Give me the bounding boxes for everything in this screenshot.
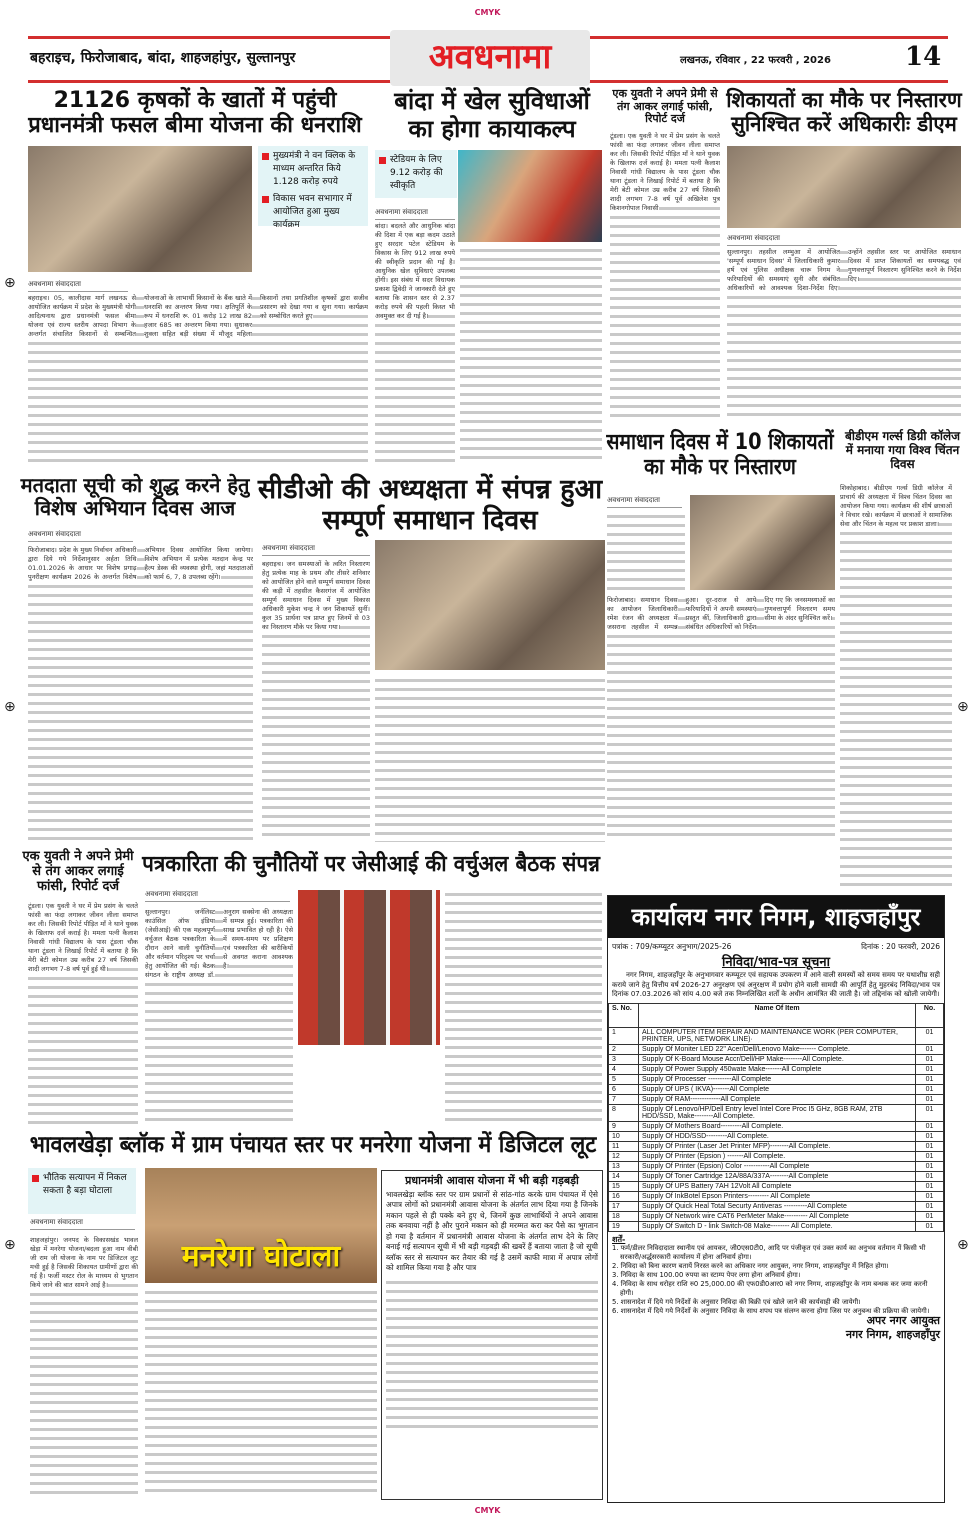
cell-sno: 12: [609, 1151, 639, 1161]
cell-item-name: Supply Of Processer ----------All Complete: [639, 1074, 916, 1084]
cell-sno: 17: [609, 1201, 639, 1211]
cell-quantity: 01: [916, 1094, 944, 1104]
cell-item-name: Supply Of Toner Cartridge 12A/88A/337A--------All Complete: [639, 1171, 916, 1181]
article-body: सुल्तानपुर। जर्नलिस्ट काउंसिल ऑफ इंडिया (जेसीआई) की एक महत्वपूर्ण वर्चुअल बैठक पत्रकारिता के दौरान आने वाली चुनौतियों और वर्तमान परिदृश्य पर चर्चा हेतु आयोजित की गई। बैठक संगठन के राष्ट्रीय अध्यक्ष डॉ. अनुराग सक्सेना की अध्यक्षता में सम्पन्न हुई। पत्रकारिता की साख प्रभावित हो रही है। ऐसे में समय-समय पर प्रशिक्षण एवं पत्रकारिता की बारीकियों से अवगत कराना आवश्यक है।: [145, 908, 293, 1123]
crosshair-icon: ⊕: [4, 275, 16, 291]
highlight-item: स्टेडियम के लिए 9.12 करोड़ की स्वीकृति: [379, 154, 453, 193]
notice-office-title: कार्यालय नगर निगम, शाहजहाँपुर: [608, 896, 944, 938]
issue-date: लखनऊ, रविवार , 22 फरवरी , 2026: [680, 55, 831, 66]
term-item: 6. शासनादेश में दिये गये निर्देशों के अनुसार निविदा के साथ शपथ पत्र संलग्न करना होगा जिस पर अनुबन्ध की प्रक्रिया की जायेगी।: [612, 1306, 930, 1315]
edition-cities: बहराइच, फिरोजाबाद, बांदा, शाहजहांपुर, सुल्तानपुर: [30, 50, 296, 66]
cell-quantity: 01: [916, 1044, 944, 1054]
article-body: बहराइच। 05, कालीदास मार्ग लखनऊ से आयोजित कार्यक्रम में प्रदेश के मुख्यमंत्री योगी आदित्यनाथ द्वारा प्रधानमंत्री फसल बीमा योजना एवं राज्य स्तरीय आपदा विभाग के अन्तर्गत संचालित किसानों से सम्बन्धित योजनाओं के लाभार्थी किसानों के बैंक खाते में धनराशि का अन्तरण किया गया। क्षतिपूर्ति के रूप में धनराशि रू. 01 करोड़ 12 लाख 82 हजार 685 का अन्तरण किया गया। सुधाकर शुक्ला सहित बड़ी संख्या में मौजूद महिला किसानों तथा प्रगतिशील कृषकों द्वारा सजीव प्रसारण को देखा गया व सुना गया। कार्यक्रम को सम्बोधित करते हुए: [28, 294, 368, 464]
speaker-photo: [458, 150, 602, 242]
article-body: टूंडला। एक युवती ने घर में प्रेम प्रसंग के चलते फांसी का फंदा लगाकर जीवन लीला समाप्त कर ली। जिसकी रिपोर्ट पीड़ित माँ ने थाने युवक के खिलाफ दर्ज कराई है। ममता पत्नी कैलाश निवासी गांधी विद्यालय के पास टूंडला चौक थाना टूंडला ने लिखाई रिपोर्ट में बताया है कि मेरी बेटी कोमल उम्र करीब 27 वर्ष जिसकी शादी लगभग 7-8 वर्ष पूर्व अखिलेश पुत्र किशनगोपाल निवासी: [610, 132, 720, 422]
cell-quantity: 01: [916, 1211, 944, 1221]
cell-item-name: Supply Of Mothers Board---------All Complete.: [639, 1121, 916, 1131]
article-body-continued: [386, 1278, 598, 1428]
cell-quantity: 01: [916, 1074, 944, 1084]
cell-sno: 8: [609, 1104, 639, 1121]
highlights-box: [28, 1168, 136, 1214]
cell-item-name: Supply Of Printer (Epsion) Color -----------All Complete: [639, 1161, 916, 1171]
tender-notice: [607, 895, 945, 1503]
cell-sno: 7: [609, 1094, 639, 1104]
table-row: [609, 1121, 944, 1131]
headline: एक युवती ने अपने प्रेमी से तंग आकर लगाई फांसी, रिपोर्ट दर्ज: [22, 849, 134, 894]
cell-item-name: Supply Of Printer (Epsion ) -------All Complete.: [639, 1151, 916, 1161]
items-table: [608, 1003, 944, 1232]
byline: अवधनामा संवाददाता: [28, 530, 133, 542]
cell-quantity: 01: [916, 1181, 944, 1191]
crosshair-icon: ⊕: [4, 699, 16, 715]
cell-item-name: Supply Of Printer (Laser Jet Printer MFP)--------All Complete.: [639, 1141, 916, 1151]
headline: सीडीओ की अध्यक्षता में संपन्न हुआ सम्पूर्ण समाधान दिवस: [257, 474, 603, 537]
registration-mark-bottom: CMYK: [474, 1506, 501, 1515]
table-row: [609, 1027, 944, 1044]
cell-sno: 6: [609, 1084, 639, 1094]
cell-item-name: Supply Of RAM-------------All Complete: [639, 1094, 916, 1104]
signatory: [612, 1314, 940, 1342]
cell-quantity: 01: [916, 1064, 944, 1074]
article-body-continued: [145, 1288, 377, 1498]
highlight-item: मुख्यमंत्री ने वन क्लिक के माध्यम अन्तरित किये 1.128 करोड़ रुपये: [262, 150, 364, 189]
highlight-item: भौतिक सत्यापन में निकल सकता है बड़ा घोटाला: [32, 1172, 132, 1198]
term-item: 1. फर्म/डीलर निविदादाता स्थानीय एवं आयकर, जी0एस0टी0, आदि पर पंजीकृत एवं उक्त कार्य का अनुभव वर्तमान में किसी भी सरकारी/अर्द्धसरकारी कार्यालय में होना अनिवार्य होगा।: [612, 1243, 926, 1261]
meeting-photo: [28, 146, 252, 272]
cell-quantity: 01: [916, 1054, 944, 1064]
byline: अवधनामा संवाददाता: [262, 544, 370, 556]
notice-intro: नगर निगम, शाहजहाँपुर के अनुभागवार कम्प्यूटर एवं सहायक उपकरण में आने वाली समस्यों को समय समय पर यथाशीघ्र सही कराये जाने हेतु वित्तीय वर्ष 2026-27 अनुरक्षण एवं अनुरक्षण में प्रयोग होने वाली सामग्री की आपूर्ति हेतु मुहरबंद निविदा/भाव पत्र दिनांक 07.03.2026 को सांय 4.00 बजे तक निम्नलिखित शर्तों के अधीन आमंत्रित की जाती है। जो तद्दिनांक को खोली जायेगी।: [612, 971, 940, 998]
cell-sno: 4: [609, 1064, 639, 1074]
crosshair-icon: ⊕: [957, 1237, 969, 1253]
samadhan-divas-photo: [690, 495, 835, 590]
term-item: 4. निविदा के साथ धरोहर राशि रु0 25,000.00 की एफ0डी0आर0 को नगर निगम, शाहजहाँपुर के नाम बन्धक कर जमा करनी होगी।: [612, 1279, 928, 1297]
cell-item-name: Supply Of Power Supply 450wate Make-------All Complete: [639, 1064, 916, 1074]
cell-sno: 15: [609, 1181, 639, 1191]
table-row: [609, 1104, 944, 1121]
highlight-item: विकास भवन सभागार में आयोजित हुआ मुख्य कार्यक्रम: [262, 193, 364, 232]
terms-title: शर्तें-: [612, 1234, 626, 1244]
table-row: [609, 1054, 944, 1064]
notice-meta: [608, 938, 944, 952]
cell-quantity: 01: [916, 1191, 944, 1201]
cell-quantity: 01: [916, 1084, 944, 1094]
manrega-photo: [145, 1168, 377, 1283]
article-body: बहराइच। जन समस्याओं के त्वरित निस्तारण हेतु प्रत्येक माह के प्रथम और तीसरे शनिवार को आयोजित होने वाले सम्पूर्ण समाधान दिवस की कड़ी में तहसील कैसरगंज में आयोजित सम्पूर्ण समाधान दिवस में मुख्य विकास अधिकारी मुकेश चन्द्र ने जन शिकायतें सुनीं। कुल 35 प्रार्थना पत्र प्राप्त हुए जिनमें से 03 का निस्तारण मौके पर किया गया।: [262, 560, 370, 842]
signatory-office: नगर निगम, शाहजहाँपुर: [845, 1327, 940, 1341]
cell-quantity: 01: [916, 1151, 944, 1161]
table-row: [609, 1201, 944, 1211]
article-body-continued: [375, 676, 605, 842]
table-row: [609, 1074, 944, 1084]
terms-section: [608, 1232, 944, 1345]
virtual-meeting-photo: [298, 890, 440, 1045]
article-body: फिरोजाबाद। प्रदेश के मुख्य निर्वाचन अधिकारी द्वारा दिये गये निर्देशानुसार अर्हता तिथि 01.01.2026 के आधार पर विशेष प्रगाढ़ पुनरीक्षण कार्यक्रम 2026 के अन्तर्गत विशेष अभियान दिवस आयोजित किया जायेगा। विशेष अभियान में प्रत्येक मतदान केन्द्र पर हैल्प डेस्क की व्यवस्था होगी, जहां मतदाताओं को फार्म 6, 7, 8 उपलब्ध रहेंगे।: [28, 546, 253, 842]
cell-quantity: 01: [916, 1141, 944, 1151]
cell-item-name: Supply Of Lenovo/HP/Dell Entry level Intel Core Proc I5 GHz, 8GB RAM, 2TB HDD/SSD, Make--------All Complete.: [639, 1104, 916, 1121]
byline: अवधनामा संवाददाता: [145, 890, 290, 902]
article-body: शिकोहाबाद। बीडीएम गर्ल्स डिग्री कॉलेज में प्राचार्य की अध्यक्षता में विश्व चिंतन दिवस का आयोजन किया गया। कार्यक्रम की शीर्ष छात्राओं ने विचार रखे। कार्यक्रम में छात्राओं ने सामाजिक सेवा और चिंतन के महत्व पर प्रकाश डाला।: [840, 484, 952, 890]
table-row: [609, 1181, 944, 1191]
table-row: [609, 1151, 944, 1161]
byline: अवधनामा संवाददाता: [30, 1218, 135, 1230]
page-number: 14: [905, 42, 942, 72]
cell-sno: 18: [609, 1211, 639, 1221]
cell-quantity: 01: [916, 1121, 944, 1131]
cell-quantity: 01: [916, 1221, 944, 1231]
byline: अवधनामा संवाददाता: [727, 234, 837, 246]
cell-sno: 16: [609, 1191, 639, 1201]
registration-mark-top: CMYK: [474, 8, 501, 17]
cell-sno: 14: [609, 1171, 639, 1181]
column-header: S. No.: [609, 1003, 639, 1027]
term-item: 5. शासनादेश में दिये गये निर्देशों के अनुसार निविदा की बिक्री एवं खोले जाने की कार्यवाही की जायेगी।: [612, 1297, 861, 1306]
table-row: [609, 1141, 944, 1151]
term-item: 2. निविदा को बिना कारण बतायें निरस्त करने का अधिकार नगर आयुक्त, नगर निगम, शाहजहाँपुर में निहित होगा।: [612, 1261, 889, 1270]
cell-item-name: ALL COMPUTER ITEM REPAIR AND MAINTENANCE WORK (PER COMPUTER, PRINTER, UPS, NETWORK LINE)·: [639, 1027, 916, 1044]
article-awas-yojana-box: [381, 1170, 603, 1500]
cell-item-name: Supply Of HDD/SSD---------All Complete.: [639, 1131, 916, 1141]
cell-sno: 3: [609, 1054, 639, 1064]
byline: अवधनामा संवाददाता: [28, 280, 128, 292]
letter-number: पत्रांक : 709/कम्प्यूटर अनुभाग/2025-26: [612, 942, 732, 951]
headline: बांदा में खेल सुविधाओं का होगा कायाकल्प: [394, 87, 590, 143]
table-row: [609, 1064, 944, 1074]
samadhan-photo: [727, 146, 961, 228]
table-row: [609, 1084, 944, 1094]
article-body: सुल्तानपुर। तहसील लम्भुआ में आयोजित 'सम्पूर्ण समाधान दिवस' में जिलाधिकारी कुमार हर्ष एवं पुलिस अधीक्षक चारू निगम ने फरियादियों की समस्याएं सुनी और संबंधित अधिकारियों को आवश्यक दिशा-निर्देश दिए। उन्होंने तहसील स्तर पर आयोजित समाधान दिवस में प्राप्त शिकायतों का समयबद्ध एवं गुणवत्तापूर्ण निस्तारण सुनिश्चित करने के निर्देश दिए।: [727, 248, 961, 420]
table-row: [609, 1094, 944, 1104]
cell-sno: 13: [609, 1161, 639, 1171]
cell-sno: 1: [609, 1027, 639, 1044]
cell-quantity: 01: [916, 1104, 944, 1121]
article-body-continued: [460, 246, 602, 464]
cell-item-name: Supply Of Quick Heal Total Securty Antiveras ----------All Complete: [639, 1201, 916, 1211]
column-header: No.: [916, 1003, 944, 1027]
cell-sno: 19: [609, 1221, 639, 1231]
article-body: बांदा। बदलते और आधुनिक बांदा की दिशा में एक बड़ा कदम उठाते हुए सरदार पटेल स्टेडियम के विकास के लिए 912 लाख रुपये की स्वीकृति प्रदान की गई है। आधुनिक खेल सुविधाएं उपलब्ध होंगी। इस संबंध में सदर विधायक प्रकाश द्विवेदी ने जानकारी देते हुए बताया कि शासन स्तर से 2.37 करोड़ रुपये की पहली किस्त भी अवमुक्त कर दी गई है।: [375, 222, 455, 464]
table-row: [609, 1171, 944, 1181]
photo-caption: मनरेगा घोटाला: [181, 1239, 341, 1274]
headline: एक युवती ने अपने प्रेमी से तंग आकर लगाई फांसी, रिपोर्ट दर्ज: [612, 87, 718, 126]
crosshair-icon: ⊕: [957, 699, 969, 715]
cell-quantity: 01: [916, 1201, 944, 1211]
notice-date: दिनांक : 20 फरवरी, 2026: [861, 942, 940, 951]
article-body-continued: [445, 890, 602, 1123]
table-row: [609, 1191, 944, 1201]
cell-item-name: Supply Of K-Board Mouse Accr/Dell/HP Make--------All Complete.: [639, 1054, 916, 1064]
article-body-lead: [607, 512, 685, 592]
cell-sno: 2: [609, 1044, 639, 1054]
headline: शिकायतों का मौके पर निस्तारण सुनिश्चित करें अधिकारीः डीएम: [726, 88, 962, 137]
cell-quantity: 01: [916, 1131, 944, 1141]
cell-quantity: 01: [916, 1161, 944, 1171]
cdo-meeting-photo: [375, 540, 605, 670]
notice-title: निविदा/भाव-पत्र सूचना: [721, 955, 831, 970]
headline: समाधान दिवस में 10 शिकायतों का मौके पर निस्तारण: [606, 430, 834, 481]
highlights-box: [258, 146, 368, 230]
cell-sno: 9: [609, 1121, 639, 1131]
cell-quantity: 01: [916, 1027, 944, 1044]
crosshair-icon: ⊕: [4, 1237, 16, 1253]
byline: अवधनामा संवाददाता: [607, 496, 682, 508]
term-item: 3. निविदा के साथ 100.00 रुपया का स्टाम्प पेपर लगा होना अनिवार्य होगा।: [612, 1270, 801, 1279]
newspaper-logo: अवधनामा: [390, 30, 590, 86]
cell-sno: 11: [609, 1141, 639, 1151]
headline: 21126 कृषकों के खातों में पहुंची प्रधानमंत्री फसल बीमा योजना की धनराशि: [28, 88, 362, 139]
headline: प्रधानमंत्री आवास योजना में भी बड़ी गड़बड़ी: [405, 1174, 579, 1187]
cell-quantity: 01: [916, 1171, 944, 1181]
table-row: [609, 1221, 944, 1231]
signatory-title: अपर नगर आयुक्त: [866, 1313, 940, 1327]
cell-item-name: Supply Of Network wire CAT6 PerMeter Make---------- All Complete: [639, 1211, 916, 1221]
cell-item-name: Supply Of Moniter LED 22" Acer/Dell/Lenovo Make------- Complete.: [639, 1044, 916, 1054]
article-body: भावलखेड़ा ब्लॉक स्तर पर ग्राम प्रधानों से सांठ-गांठ करके ग्राम पंचायत में ऐसे अपात्र लोगों को प्रधानमंत्री आवास योजना के अंतर्गत लाभ दिया गया है जिनके मकान पहले से ही पक्के बने हुए थे, जिनमें कुछ लाभार्थियों ने अपने आवास तक बनवाया नहीं है और पुराने मकान को ही मरम्मत करा कर पैसे का भुगतान हो गया है वर्तमान में प्रधानमंत्री आवास योजना के अंतर्गत लाभ देने के लिए बनाई गई सत्यापन सूची में भी बड़ी गड़बड़ी की खबरें हैं बताया जाता है जो सूची ब्लॉक स्तर से सत्यापन कर तैयार की गई है उसमें काफी मात्रा में अपात्र लोगों को शामिल किया गया है और पात्र: [386, 1189, 598, 1273]
cell-item-name: Supply Of UPS ( IKVA)-------All Complete: [639, 1084, 916, 1094]
headline: भावलखेड़ा ब्लॉक में ग्राम पंचायत स्तर पर मनरेगा योजना में डिजिटल लूट: [29, 1132, 597, 1158]
cell-sno: 10: [609, 1131, 639, 1141]
article-body: टूंडला। एक युवती ने घर में प्रेम प्रसंग के चलते फांसी का फंदा लगाकर जीवन लीला समाप्त कर ली। जिसकी रिपोर्ट पीड़ित माँ ने थाने युवक के खिलाफ दर्ज कराई है। ममता पत्नी कैलाश निवासी गांधी विद्यालय के पास टूंडला चौक थाना टूंडला ने लिखाई रिपोर्ट में बताया है कि मेरी बेटी कोमल उम्र करीब 27 वर्ष जिसकी शादी लगभग 7-8 वर्ष पूर्व हुई थी।: [28, 902, 138, 1124]
highlights-box: [375, 150, 457, 198]
table-row: [609, 1044, 944, 1054]
column-header: Name Of Item: [639, 1003, 916, 1027]
article-body: शाहजहांपुर। जनपद के विकासखंड भावल खेड़ा में मनरेगा योजना/बदला हुआ नाम वीबी जी राम जी योजना के नाम पर डिजिटल लूट मची हुई है जिसकी शिकायत ग्रामीणों द्वारा की गई है। फर्जी मस्टर रोल के माध्यम से भुगतान किये जाने की बात सामने आई है।: [30, 1236, 138, 1498]
table-row: [609, 1161, 944, 1171]
table-row: [609, 1211, 944, 1221]
cell-item-name: Supply Of UPS Battery 7AH 12Volt All Complete: [639, 1181, 916, 1191]
headline: मतदाता सूची को शुद्ध करने हेतु विशेष अभियान दिवस आज: [20, 473, 250, 520]
article-body: फिरोजाबाद। समाधान दिवस का आयोजन जिलाधिकारी रमेश रंजन की अध्यक्षता में जसराना तहसील में सम्पन्न हुआ। दूर-दराज से आये फरियादियों ने अपनी समस्याएं प्रस्तुत कीं, जिलाधिकारी द्वारा संबंधित अधिकारियों को निर्देश दिए गए कि जनसमस्याओं का गुणवत्तापूर्ण निस्तारण समय सीमा के अंदर सुनिश्चित करें।: [607, 596, 835, 842]
headline: बीडीएम गर्ल्स डिग्री कॉलेज में मनाया गया विश्व चिंतन दिवस: [844, 429, 961, 471]
table-row: [609, 1131, 944, 1141]
byline: अवधनामा संवाददाता: [375, 208, 455, 220]
headline: पत्रकारिता की चुनौतियों पर जेसीआई की वर्चुअल बैठक संपन्न: [142, 852, 600, 877]
cell-item-name: Supply Of InkBotel Epson Printers--------- All Complete: [639, 1191, 916, 1201]
cell-item-name: Supply Of Switch D - link Switch-08 Make-------- All Complete.: [639, 1221, 916, 1231]
cell-sno: 5: [609, 1074, 639, 1084]
